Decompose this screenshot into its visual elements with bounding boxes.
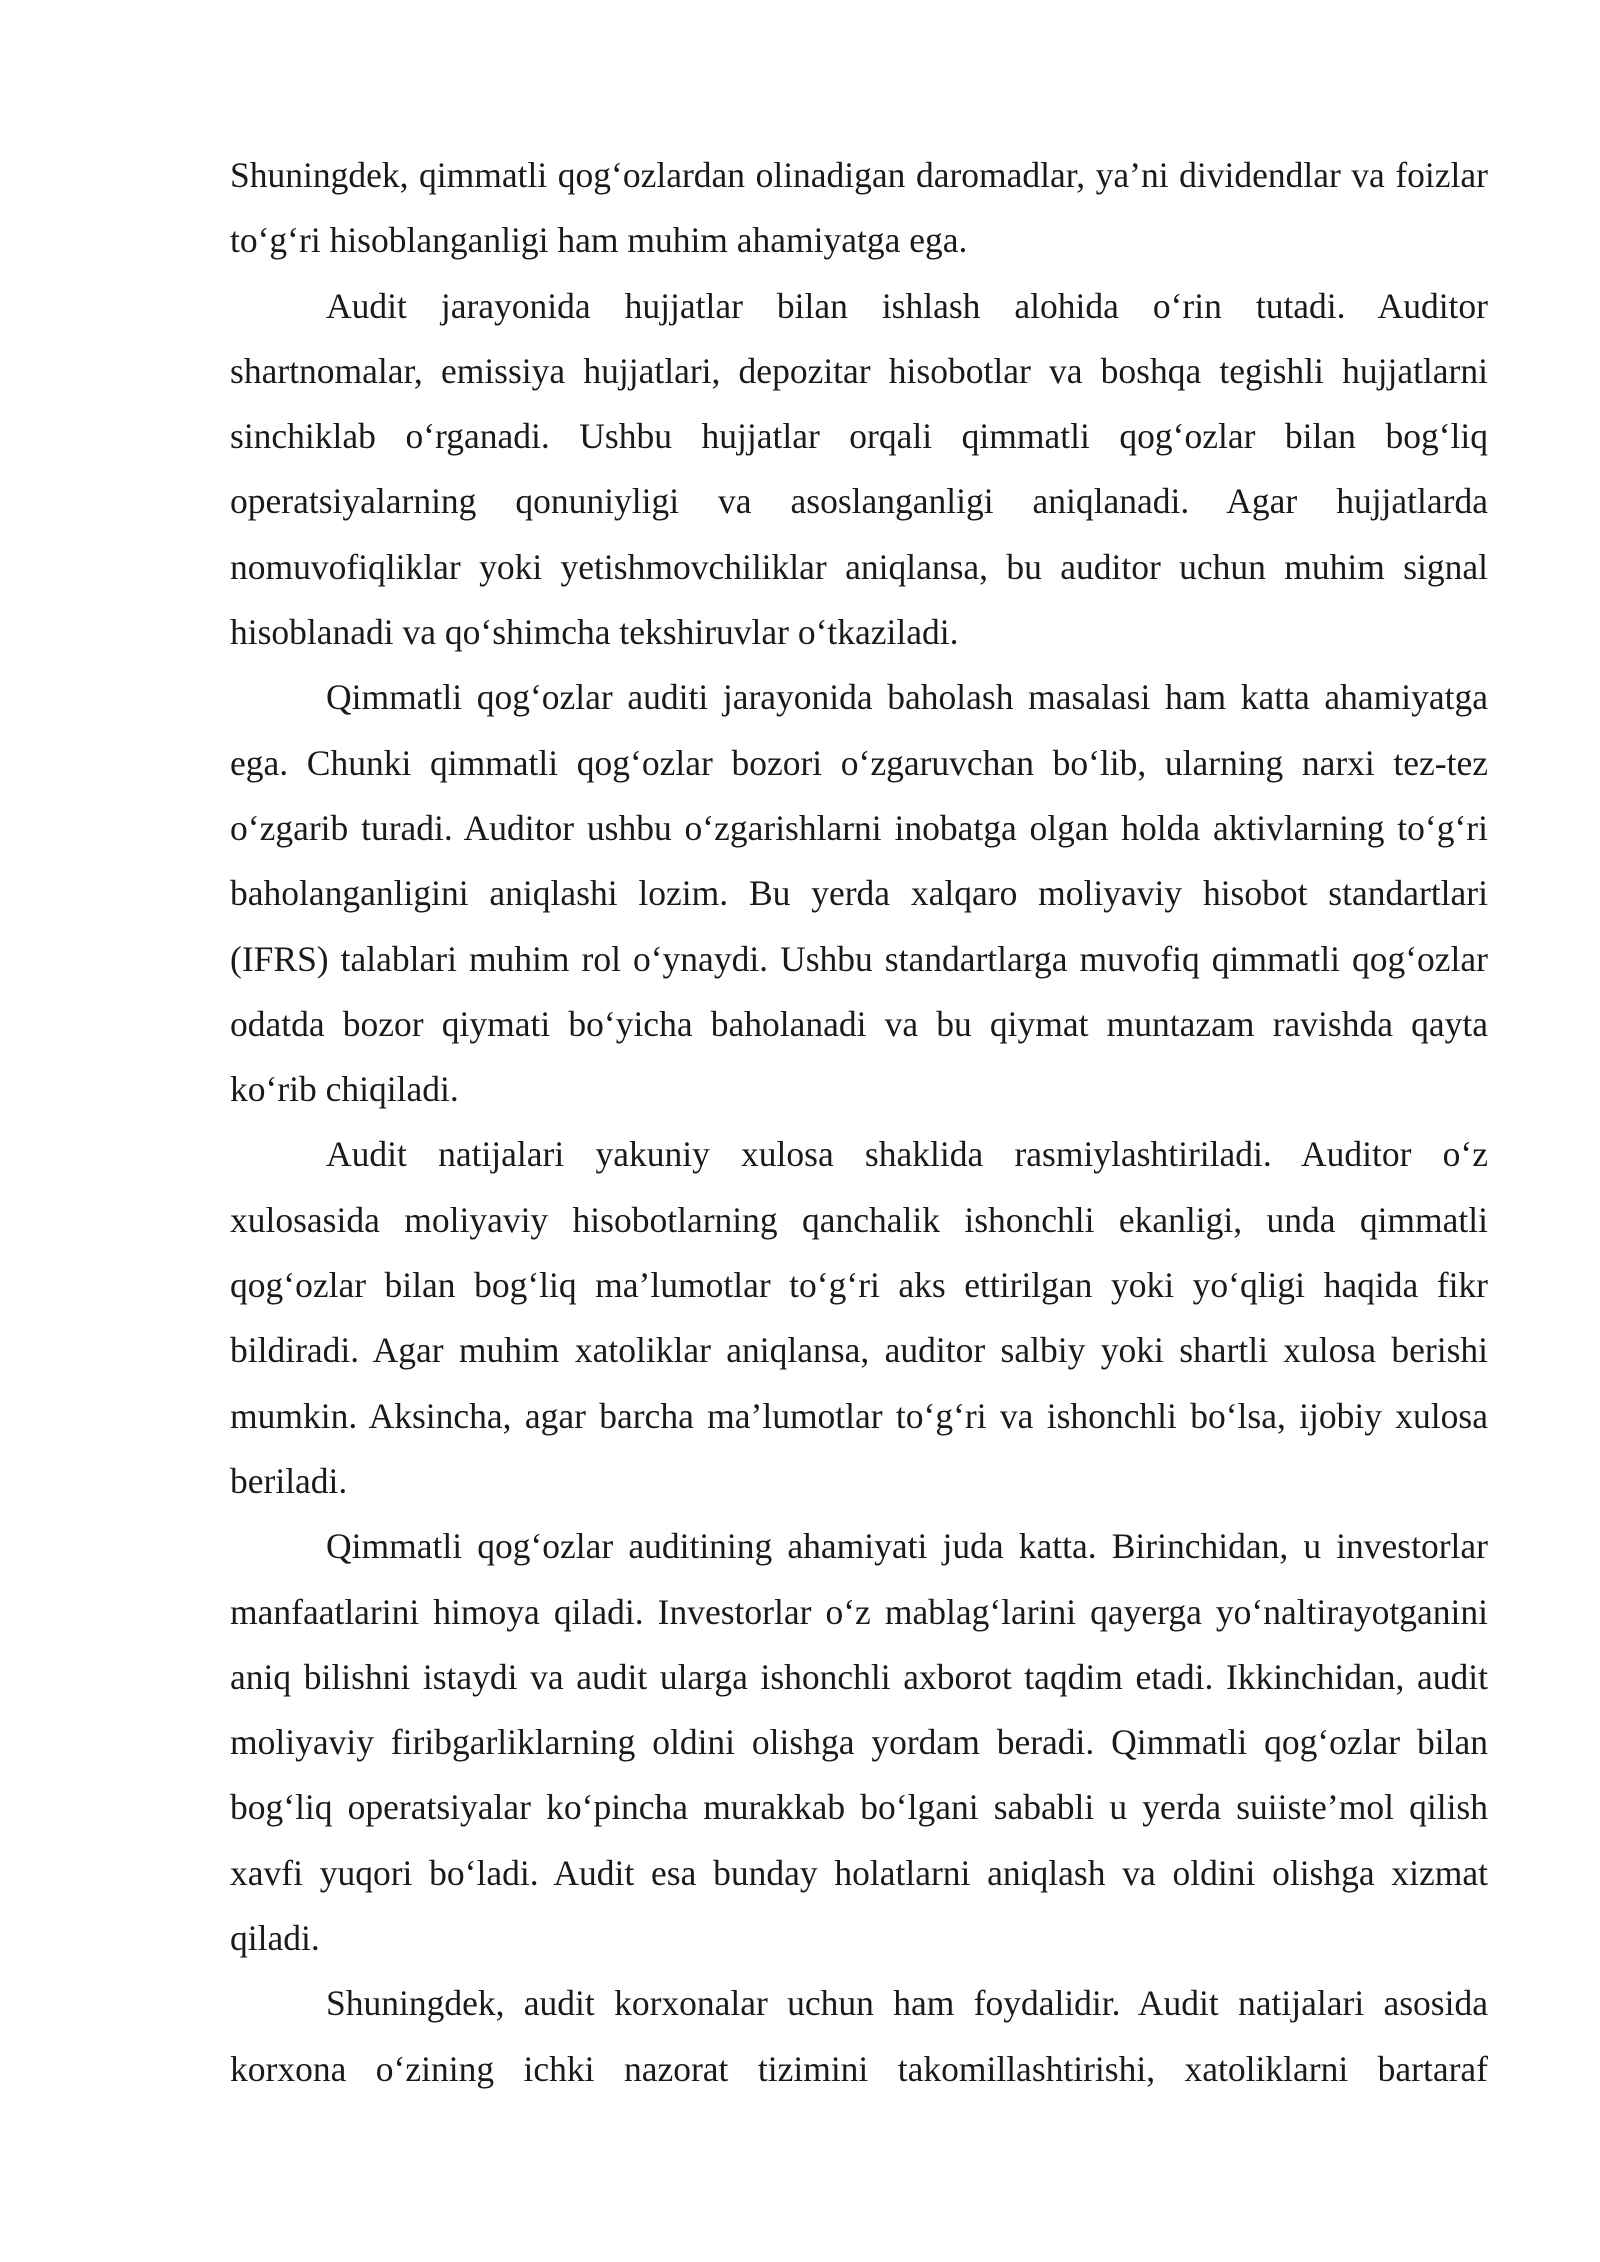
paragraph-audit-importance: Qimmatli qog‘ozlar auditining ahamiyati juda katta. Birinchidan, u investorlar manfaatlarini himoya qiladi. Investorlar o‘z mablag‘larini qayerga yo‘naltirayotganini aniq bilishni istaydi va audit ularga ishonchli axborot taqdim etadi. Ikkinchidan, audit moliyaviy firibgarliklarning oldini olishga yordam beradi. Qimmatli qog‘ozlar bilan bog‘liq operatsiyalar ko‘pincha murakkab bo‘lgani sababli u yerda suiiste’mol qilish xavfi yuqori bo‘ladi. Audit esa bunday holatlarni aniqlash va oldini olishga xizmat qiladi. bbox=[230, 1526, 1488, 1959]
paragraph-valuation: Qimmatli qog‘ozlar auditi jarayonida baholash masalasi ham katta ahamiyatga ega. Chunki qimmatli qog‘ozlar bozori o‘zgaruvchan bo‘lib, ularning narxi tez-tez o‘zgarib turadi. Auditor ushbu o‘zgarishlarni inobatga olgan holda aktivlarning to‘g‘ri baholanganligini aniqlashi lozim. Bu yerda xalqaro moliyaviy hisobot standartlari (IFRS) talablari muhim rol o‘ynaydi. Ushbu standartlarga muvofiq qimmatli qog‘ozlar odatda bozor qiymati bo‘yicha baholanadi va bu qiymat muntazam ravishda qayta ko‘rib chiqiladi. bbox=[230, 677, 1488, 1110]
paragraph-audit-results: Audit natijalari yakuniy xulosa shaklida rasmiylashtiriladi. Auditor o‘z xulosasida moliyaviy hisobotlarning qanchalik ishonchli ekanligi, unda qimmatli qog‘ozlar bilan bog‘liq ma’lumotlar to‘g‘ri aks ettirilgan yoki yo‘qligi haqida fikr bildiradi. Agar muhim xatoliklar aniqlansa, auditor salbiy yoki shartli xulosa berishi mumkin. Aksincha, agar barcha ma’lumotlar to‘g‘ri va ishonchli bo‘lsa, ijobiy xulosa beriladi. bbox=[230, 1134, 1488, 1501]
paragraph-continuation: Shuningdek, qimmatli qog‘ozlardan olinadigan daromadlar, ya’ni dividendlar va foizlar to‘g‘ri hisoblanganligi ham muhim ahamiyatga ega. bbox=[230, 155, 1488, 261]
paragraph-document-handling: Audit jarayonida hujjatlar bilan ishlash alohida o‘rin tutadi. Auditor shartnomalar, emissiya hujjatlari, depozitar hisobotlar va boshqa tegishli hujjatlarni sinchiklab o‘rganadi. Ushbu hujjatlar orqali qimmatli qog‘ozlar bilan bog‘liq operatsiyalarning qonuniyligi va asoslanganligi aniqlanadi. Agar hujjatlarda nomuvofiqliklar yoki yetishmovchiliklar aniqlansa, bu auditor uchun muhim signal hisoblanadi va qo‘shimcha tekshiruvlar o‘tkaziladi. bbox=[230, 285, 1488, 653]
document-body bbox=[230, 143, 1488, 2102]
paragraph-company-benefit: Shuningdek, audit korxonalar uchun ham foydalidir. Audit natijalari asosida korxona o‘zining ichki nazorat tizimini takomillashtirishi, xatoliklarni bartaraf bbox=[230, 1983, 1488, 2089]
